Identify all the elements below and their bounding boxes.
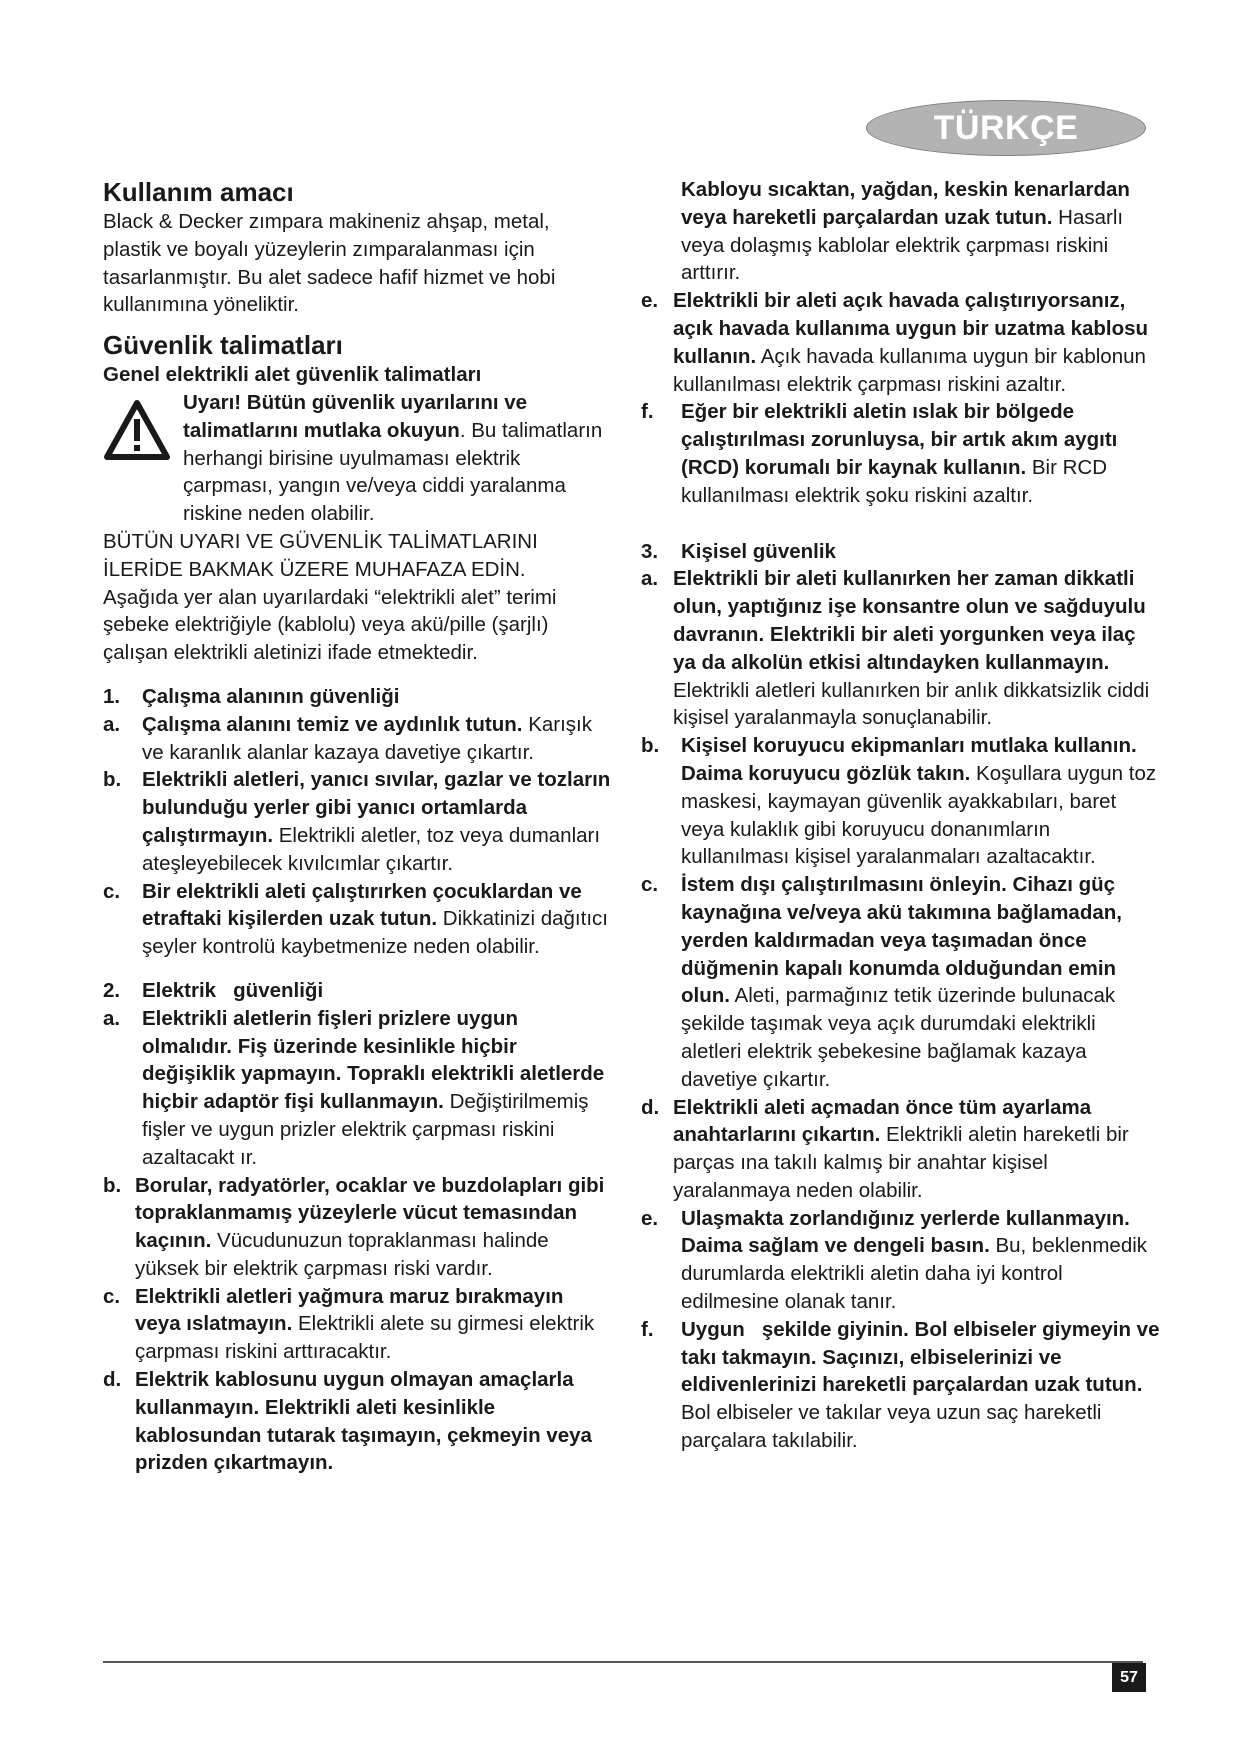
section-3-heading: 3. Kişisel güvenlik [641, 539, 836, 563]
section-1-item-c: c. Bir elektrikli aleti çalıştırırken çocuklardan ve etraftaki kişilerden uzak tutun. Dikkatinizi dağıtıcı şeyler kontrolü kaybetmenize neden olabilir. [103, 879, 608, 959]
section-1-item-a: a. Çalışma alanını temiz ve aydınlık tutun. Karışık ve karanlık alanlar kazaya davetiye çıkartır. [103, 712, 592, 764]
warning-triangle-icon [103, 399, 171, 461]
section-2-item-d: d. Elektrik kablosunu uygun olmayan amaçlarla kullanmayın. Elektrikli aleti kesinlikle kablosundan tutarak taşımayın, çekmeyin veya prizden çıkartmayın. [103, 1368, 592, 1475]
safety-heading: Güvenlik talimatları [103, 330, 343, 361]
language-tab: TÜRKÇE [866, 100, 1146, 156]
footer-rule [103, 1661, 1143, 1663]
section-2-item-d-continued: Kabloyu sıcaktan, yağdan, keskin kenarlardan veya hareketli parçalardan uzak tutun. Hasarlı veya dolaşmış kablolar elektrik çarpması riskini arttırır. [681, 178, 1130, 285]
section-1-item-b: b. Elektrikli aletleri, yanıcı sıvılar, gazlar ve tozların bulunduğu yerler gibi yanıcı ortamlarda çalıştırmayın. Elektrikli aletler, toz veya dumanları ateşleyebilecek kıvılcımlar çıkartır. [103, 768, 611, 875]
section-3-item-e: e. Ulaşmakta zorlandığınız yerlerde kullanmayın. Daima sağlam ve dengeli basın. Bu, beklenmedik durumlarda elektrikli aletin daha iyi kontrol edilmesine olanak tanır. [641, 1206, 1148, 1314]
warning-bold: Uyarı! Bütün güvenlik uyarılarını ve talimatlarını mutlaka okuyun [183, 390, 528, 442]
warning-body: . Bu talimatların herhangi birisine uyulmaması elektrik çarpması, yangın ve/veya ciddi yaralanma riskine neden olabilir. [183, 418, 603, 526]
section-2-item-b: b. Borular, radyatörler, ocaklar ve buzdolapları gibi topraklanmamış yüzeylerle vücut temasından kaçının. Vücudunuzun topraklanması halinde yüksek bir elektrik çarpması riski vardır. [103, 1173, 605, 1280]
safety-subheading: Genel elektrikli alet güvenlik talimatları [103, 363, 482, 387]
section-3-item-b: b. Kişisel koruyucu ekipmanları mutlaka kullanın. Daima koruyucu gözlük takın. Koşullara uygun toz maskesi, kaymayan güvenlik ayakkabıları, baret veya kulaklık gibi koruyucu donanımların kullanılması kişisel yaralanmaları azaltacaktır. [641, 734, 1157, 869]
section-2-item-e: e. Elektrikli bir aleti açık havada çalıştırıyorsanız, açık havada kullanıma uygun bir uzatma kablosu kullanın. Açık havada kullanıma uygun bir kablonun kullanılması elektrik çarpması riskini azaltır. [641, 289, 1149, 396]
purpose-text: Black & Decker zımpara makineniz ahşap, metal, plastik ve boyalı yüzeylerin zımparalanması için tasarlanmıştır. Bu alet sadece hafif hizmet ve hobi kullanımına yöneliktir. [103, 210, 556, 317]
section-2-item-a: a. Elektrikli aletlerin fişleri prizlere uygun olmalıdır. Fiş üzerinde kesinlikle hiçbir değişiklik yapmayın. Topraklı elektrikli aletlerde hiçbir adaptör fişi kullanmayın. Değiştirilmemiş fişler ve uygun prizler elektrik çarpması riskini azaltacakt ır. [103, 1006, 605, 1169]
warning-block [103, 389, 613, 528]
left-column [103, 176, 613, 1477]
section-2-item-c: c. Elektrikli aletleri yağmura maruz bırakmayın veya ıslatmayın. Elektrikli alete su girmesi elektrik çarpması riskini arttıracaktır. [103, 1284, 595, 1364]
right-column [641, 176, 1166, 1455]
section-3-item-c: c. İstem dışı çalıştırılmasını önleyin. Cihazı güç kaynağına ve/veya akü takımına bağlamadan, yerden kaldırmadan veya taşımadan önce düğmenin kapalı konumda olduğundan emin olun. Aleti, parmağınız tetik üzerinde bulunacak şekilde taşımak veya açık durumdaki elektrikli aletleri elektrik şebekesine bağlamak kazaya davetiye çıkartır. [641, 873, 1122, 1091]
section-3-item-d: d. Elektrikli aleti açmadan önce tüm ayarlama anahtarlarını çıkartın. Elektrikli aletin hareketli bir parças ına takılı kalmış bir anahtar kişisel yaralanmaya neden olabilir. [641, 1095, 1129, 1202]
section-2-heading: 2. Elektrik güvenliği [103, 978, 324, 1002]
section-1-heading: 1. Çalışma alanının güvenliği [103, 684, 400, 708]
keep-instructions-text: BÜTÜN UYARI VE GÜVENLİK TALİMATLARINI İLERİDE BAKMAK ÜZERE MUHAFAZA EDİN. [103, 529, 538, 581]
section-2-item-f: f. Eğer bir elektrikli aletin ıslak bir bölgede çalıştırılması zorunluysa, bir artık akım aygıtı (RCD) korumalı bir kaynak kullanın. Bir RCD kullanılması elektrik şoku riskini azaltır. [641, 400, 1118, 507]
purpose-heading: Kullanım amacı [103, 177, 294, 207]
section-3-item-f: f. Uygun şekilde giyinin. Bol elbiseler giymeyin ve takı takmayın. Saçınızı, elbiselerinizi ve eldivenlerinizi hareketli parçalardan uzak tutun. Bol elbiseler ve takılar veya uzun saç hareketli parçalara takılabilir. [641, 1317, 1166, 1453]
page-number: 57 [1112, 1663, 1146, 1692]
term-definition-text: Aşağıda yer alan uyarılardaki “elektrikli alet” terimi şebeke elektriğiyle (kablolu) veya akü/pille (şarjlı) çalışan elektrikli aletinizi ifade etmektedir. [103, 585, 557, 665]
warning-text [183, 389, 613, 528]
section-3-item-a: a. Elektrikli bir aleti kullanırken her zaman dikkatli olun, yaptığınız işe konsantre olun ve sağduyulu davranın. Elektrikli bir aleti yorgunken veya ilaç ya da alkolün etkisi altındayken kullanmayın. Elektrikli aletleri kullanırken bir anlık dikkatsizlik ciddi kişisel yaralanmayla sonuçlanabilir. [641, 567, 1150, 730]
